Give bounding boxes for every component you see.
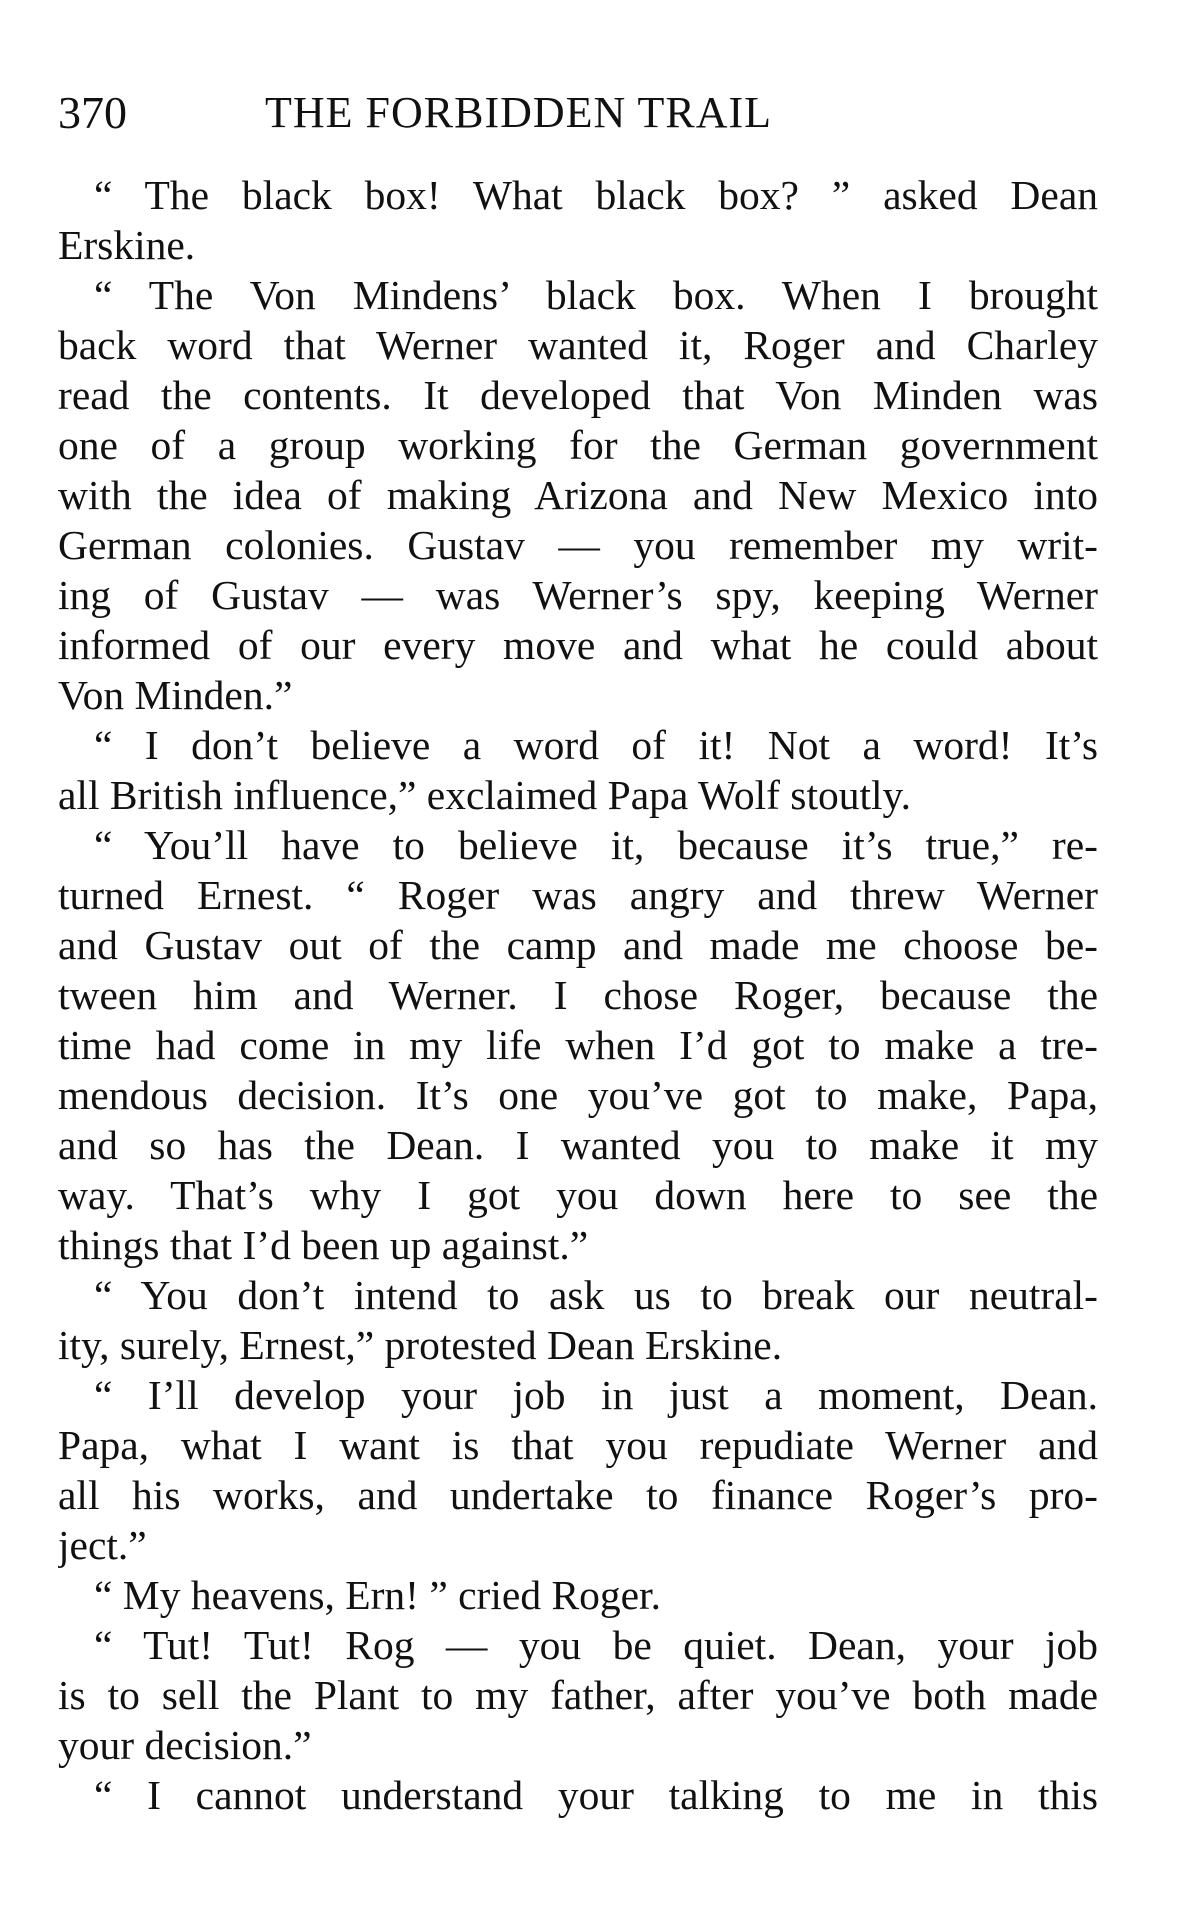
text-line: back word that Werner wanted it, Roger and Charley (58, 322, 1098, 368)
text-line: German colonies. Gustav — you remember my writ- (58, 522, 1098, 568)
text-line: turned Ernest. “ Roger was angry and threw Werner (58, 872, 1098, 918)
text-line: ity, surely, Ernest,” protested Dean Erskine. (58, 1322, 783, 1368)
text-line: “ The Von Mindens’ black box. When I brought (94, 272, 1098, 318)
text-line: your decision.” (58, 1722, 312, 1768)
text-line: “ My heavens, Ern! ” cried Roger. (94, 1572, 661, 1618)
text-line: Papa, what I want is that you repudiate Werner and (58, 1422, 1098, 1468)
text-line: Von Minden.” (58, 672, 293, 718)
text-line: “ I’ll develop your job in just a moment, Dean. (94, 1372, 1098, 1418)
text-line: “ I don’t believe a word of it! Not a word! It’s (94, 722, 1098, 768)
text-line: “ You don’t intend to ask us to break our neutral- (94, 1272, 1098, 1318)
page-header (58, 78, 1098, 148)
text-line: “ The black box! What black box? ” asked Dean (94, 172, 1098, 218)
text-line: is to sell the Plant to my father, after you’ve both made (58, 1672, 1098, 1718)
text-line: all his works, and undertake to finance Roger’s pro- (58, 1472, 1098, 1518)
text-line: with the idea of making Arizona and New Mexico into (58, 472, 1098, 518)
text-line: and so has the Dean. I wanted you to make it my (58, 1122, 1098, 1168)
text-line: time had come in my life when I’d got to make a tre- (58, 1022, 1098, 1068)
text-line: way. That’s why I got you down here to see the (58, 1172, 1098, 1218)
text-line: “ Tut! Tut! Rog — you be quiet. Dean, your job (94, 1622, 1098, 1668)
text-line: ject.” (58, 1522, 147, 1568)
page-number: 370 (58, 87, 127, 138)
text-line: “ You’ll have to believe it, because it’s true,” re- (94, 822, 1098, 868)
text-line: ing of Gustav — was Werner’s spy, keeping Werner (58, 572, 1098, 618)
running-title: THE FORBIDDEN TRAIL (265, 88, 773, 137)
text-line: one of a group working for the German government (58, 422, 1098, 468)
text-line: all British influence,” exclaimed Papa Wolf stoutly. (58, 772, 911, 818)
text-line: things that I’d been up against.” (58, 1222, 589, 1268)
text-line: and Gustav out of the camp and made me choose be- (58, 922, 1098, 968)
text-line: tween him and Werner. I chose Roger, because the (58, 972, 1098, 1018)
text-line: “ I cannot understand your talking to me in this (94, 1772, 1098, 1818)
text-line: mendous decision. It’s one you’ve got to make, Papa, (58, 1072, 1098, 1118)
body-text (58, 170, 1098, 1820)
text-line: informed of our every move and what he could about (58, 622, 1098, 668)
text-line: Erskine. (58, 222, 196, 268)
text-line: read the contents. It developed that Von Minden was (58, 372, 1098, 418)
